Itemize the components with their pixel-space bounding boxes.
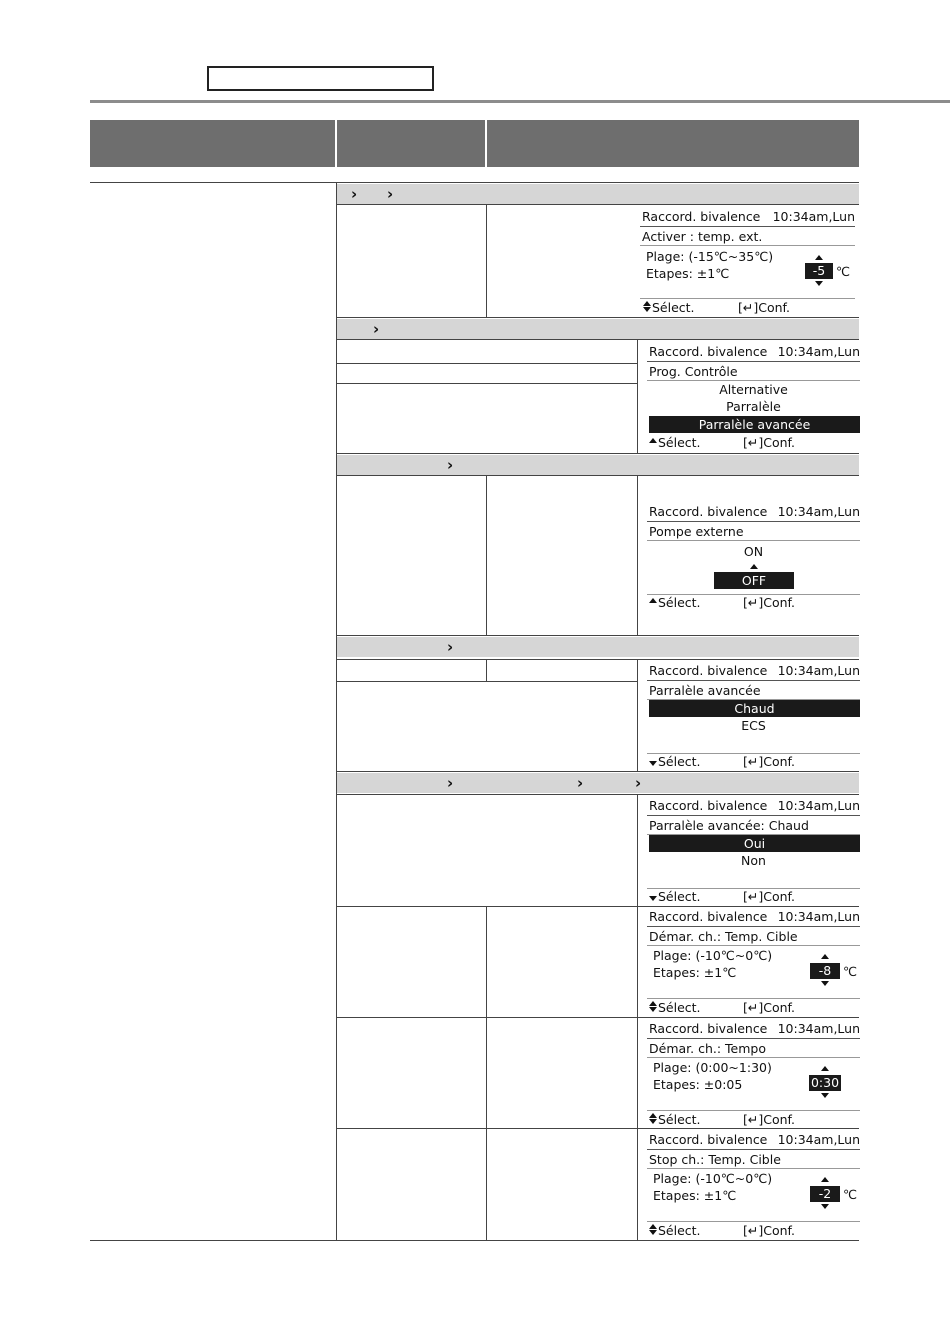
step-text: Etapes: ±1℃ xyxy=(653,1188,737,1203)
up-arrow-icon xyxy=(750,564,758,569)
screen-time: 10:34am,Lun xyxy=(772,209,855,224)
display-screen xyxy=(647,503,860,613)
screen-title: Raccord. bivalence xyxy=(649,1021,768,1036)
chevron-right-icon: › xyxy=(577,774,584,792)
cell-divider xyxy=(637,794,638,906)
chevron-right-icon: › xyxy=(447,638,454,656)
chevron-right-icon: › xyxy=(447,774,454,792)
cell-divider xyxy=(637,659,638,771)
row-line xyxy=(337,1128,859,1129)
select-up-icon xyxy=(649,438,657,443)
header-divider xyxy=(335,120,337,167)
row-line xyxy=(337,906,859,907)
display-screen xyxy=(647,908,860,1016)
select-label: Sélect. xyxy=(658,435,701,450)
menu-title: Pompe externe xyxy=(649,524,744,539)
select-up-icon xyxy=(649,1224,657,1229)
chevron-right-icon: › xyxy=(373,320,380,338)
select-up-icon xyxy=(649,598,657,603)
select-down-icon xyxy=(649,1119,657,1124)
select-label: Sélect. xyxy=(658,595,701,610)
confirm-label: [↵]Conf. xyxy=(743,595,795,610)
select-down-icon xyxy=(649,1007,657,1012)
row-line xyxy=(337,771,859,772)
screen-title: Raccord. bivalence xyxy=(649,344,768,359)
confirm-label: [↵]Conf. xyxy=(743,1112,795,1127)
header-rule xyxy=(90,100,950,103)
select-up-icon xyxy=(649,1113,657,1118)
row-line xyxy=(337,204,859,205)
header-title-box xyxy=(207,66,434,91)
chevron-right-icon: › xyxy=(447,456,454,474)
chevron-right-icon: › xyxy=(635,774,642,792)
table-header xyxy=(90,120,859,167)
up-arrow-icon[interactable] xyxy=(815,255,823,260)
section-bar xyxy=(337,773,859,793)
row-line xyxy=(337,659,859,660)
menu-title: Parralèle avancée: Chaud xyxy=(649,818,809,833)
select-down-icon xyxy=(649,896,657,901)
select-label: Sélect. xyxy=(658,754,701,769)
row-line xyxy=(337,1017,859,1018)
select-up-icon xyxy=(649,1001,657,1006)
screen-time: 10:34am,Lun xyxy=(777,663,860,678)
screen-title: Raccord. bivalence xyxy=(649,1132,768,1147)
option-item-selected[interactable]: Oui xyxy=(649,835,860,852)
row-line xyxy=(337,383,637,384)
unit-label: ℃ xyxy=(843,1187,858,1202)
display-screen xyxy=(647,1020,860,1128)
menu-title: Prog. Contrôle xyxy=(649,364,738,379)
screen-title: Raccord. bivalence xyxy=(642,209,761,224)
screen-title: Raccord. bivalence xyxy=(649,504,768,519)
header-divider xyxy=(485,120,487,167)
row-line xyxy=(337,635,859,636)
screen-time: 10:34am,Lun xyxy=(777,798,860,813)
row-line xyxy=(337,363,637,364)
display-screen xyxy=(647,343,860,451)
up-arrow-icon[interactable] xyxy=(821,1177,829,1182)
chevron-right-icon: › xyxy=(351,185,358,203)
confirm-label: [↵]Conf. xyxy=(738,300,790,315)
option-item[interactable]: Alternative xyxy=(719,382,788,397)
menu-title: Démar. ch.: Tempo xyxy=(649,1041,767,1056)
row-line xyxy=(337,794,859,795)
option-item[interactable]: Parralèle xyxy=(726,399,781,414)
select-down-icon xyxy=(649,1230,657,1235)
column-divider xyxy=(336,182,337,1240)
cell-divider xyxy=(637,475,638,636)
select-label: Sélect. xyxy=(658,1112,701,1127)
cell-divider xyxy=(486,906,487,1240)
down-arrow-icon[interactable] xyxy=(821,981,829,986)
select-up-icon xyxy=(643,301,651,306)
step-text: Etapes: ±1℃ xyxy=(646,266,730,281)
unit-label: ℃ xyxy=(843,964,858,979)
menu-title: Activer : temp. ext. xyxy=(642,229,763,244)
option-item-selected[interactable]: Chaud xyxy=(649,700,860,717)
value-box[interactable]: -8 xyxy=(810,963,840,979)
value-box[interactable]: 0:30 xyxy=(810,1075,840,1090)
screen-title: Raccord. bivalence xyxy=(649,663,768,678)
range-text: Plage: (-10℃~0℃) xyxy=(653,1171,773,1186)
confirm-label: [↵]Conf. xyxy=(743,1223,795,1238)
confirm-label: [↵]Conf. xyxy=(743,435,795,450)
section-bar xyxy=(337,637,859,657)
step-text: Etapes: ±0:05 xyxy=(653,1077,743,1092)
screen-time: 10:34am,Lun xyxy=(777,1021,860,1036)
select-label: Sélect. xyxy=(652,300,695,315)
option-item[interactable]: ON xyxy=(743,544,764,559)
value-box[interactable]: -5 xyxy=(805,263,833,279)
display-screen xyxy=(647,797,860,905)
table-bottom-line xyxy=(90,1240,859,1241)
row-line xyxy=(337,475,859,476)
select-down-icon xyxy=(643,307,651,312)
cell-divider xyxy=(486,204,487,318)
screen-time: 10:34am,Lun xyxy=(777,344,860,359)
screen-title: Raccord. bivalence xyxy=(649,798,768,813)
chevron-right-icon: › xyxy=(387,185,394,203)
select-label: Sélect. xyxy=(658,1000,701,1015)
section-bar xyxy=(337,184,859,204)
cell-divider xyxy=(637,339,638,454)
row-line xyxy=(337,453,859,454)
screen-time: 10:34am,Lun xyxy=(777,504,860,519)
option-item-selected[interactable]: Parralèle avancée xyxy=(649,416,860,433)
section-bar xyxy=(337,319,859,339)
range-text: Plage: (-10℃~0℃) xyxy=(653,948,773,963)
display-screen xyxy=(640,208,855,316)
down-arrow-icon[interactable] xyxy=(821,1093,829,1098)
row-line xyxy=(337,339,859,340)
confirm-label: [↵]Conf. xyxy=(743,754,795,769)
menu-title: Stop ch.: Temp. Cible xyxy=(649,1152,781,1167)
option-item[interactable]: Non xyxy=(741,853,766,868)
screen-time: 10:34am,Lun xyxy=(777,909,860,924)
down-arrow-icon[interactable] xyxy=(815,281,823,286)
cell-divider xyxy=(486,659,487,681)
down-arrow-icon[interactable] xyxy=(821,1204,829,1209)
menu-title: Démar. ch.: Temp. Cible xyxy=(649,929,798,944)
display-screen xyxy=(647,1131,860,1239)
select-label: Sélect. xyxy=(658,889,701,904)
table-top-line xyxy=(90,182,859,183)
up-arrow-icon[interactable] xyxy=(821,1066,829,1071)
step-text: Etapes: ±1℃ xyxy=(653,965,737,980)
range-text: Plage: (0:00~1:30) xyxy=(653,1060,772,1075)
menu-title: Parralèle avancée xyxy=(649,683,761,698)
range-text: Plage: (-15℃~35℃) xyxy=(646,249,774,264)
row-line xyxy=(337,317,859,318)
display-screen xyxy=(647,662,860,770)
section-bar xyxy=(337,455,859,475)
option-item[interactable]: ECS xyxy=(741,718,766,733)
confirm-label: [↵]Conf. xyxy=(743,889,795,904)
select-label: Sélect. xyxy=(658,1223,701,1238)
select-down-icon xyxy=(649,761,657,766)
option-item-selected[interactable]: OFF xyxy=(714,572,794,589)
value-box[interactable]: -2 xyxy=(810,1186,840,1202)
up-arrow-icon[interactable] xyxy=(821,954,829,959)
confirm-label: [↵]Conf. xyxy=(743,1000,795,1015)
screen-title: Raccord. bivalence xyxy=(649,909,768,924)
cell-divider xyxy=(637,906,638,1240)
row-line xyxy=(337,681,637,682)
screen-time: 10:34am,Lun xyxy=(777,1132,860,1147)
unit-label: ℃ xyxy=(836,264,851,279)
cell-divider xyxy=(486,475,487,636)
